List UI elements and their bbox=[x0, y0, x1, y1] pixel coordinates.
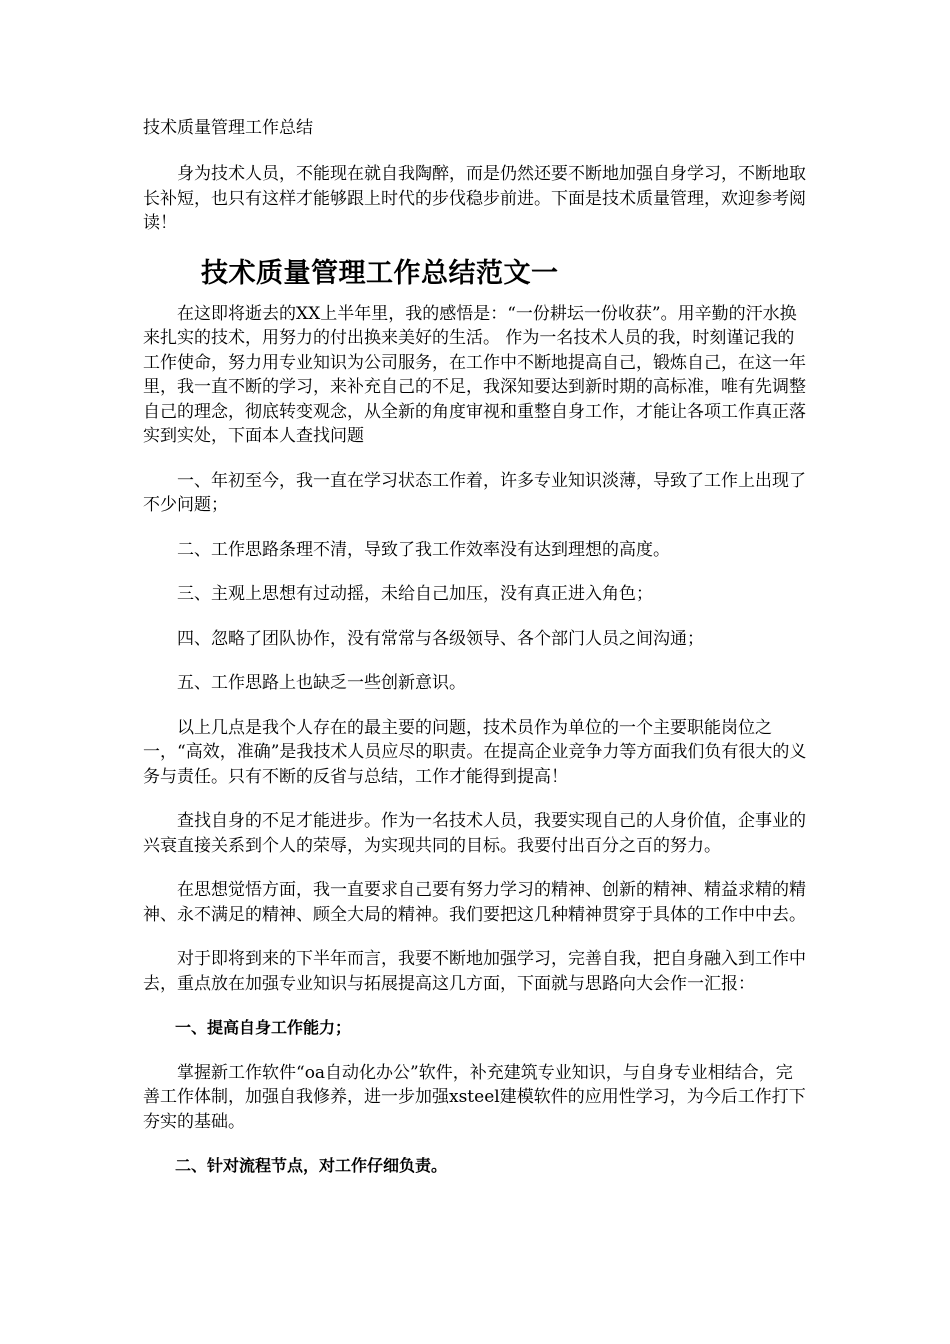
problem-item-1: 一、年初至今，我一直在学习状态工作着，许多专业知识淡薄，导致了工作上出现了不少问题； bbox=[143, 470, 806, 515]
problem-item-4: 四、忽略了团队协作，没有常常与各级领导、各个部门人员之间沟通； bbox=[177, 628, 704, 649]
paragraph-software: 掌握新工作软件“oa自动化办公”软件，补充建筑专业知识，与自身专业相结合，完善工作体制，加强自我修养，进一步加强xsteel建模软件的应用性学习，为今后工作打下夯实的基础。 bbox=[143, 1062, 806, 1132]
document-page bbox=[143, 116, 808, 1199]
subheading-2: 二、针对流程节点，对工作仔细负责。 bbox=[175, 1156, 448, 1175]
section-heading: 技术质量管理工作总结范文一 bbox=[201, 257, 559, 289]
subheading-1: 一、提高自身工作能力； bbox=[175, 1018, 352, 1037]
paragraph-plan: 对于即将到来的下半年而言，我要不断地加强学习，完善自我，把自身融入到工作中去，重点放在加强专业知识与拓展提高这几方面，下面就与思路向大会作一汇报： bbox=[143, 949, 806, 994]
problem-item-5: 五、工作思路上也缺乏一些创新意识。 bbox=[177, 673, 466, 693]
problem-item-3: 三、主观上思想有过动摇，未给自己加压，没有真正进入角色； bbox=[177, 584, 653, 604]
document-title: 技术质量管理工作总结 bbox=[143, 118, 313, 138]
paragraph-opening: 在这即将逝去的XX上半年里，我的感悟是：“一份耕坛一份收获”。用辛勤的汗水换来扎实的技术，用努力的付出换来美好的生活。 作为一名技术人员的我，时刻谨记我的工作使命，努力用专业知识为公司服务，在工作中不断地提高自己，锻炼自己，在这一年里，我一直不断的学习，来补充自己的不足，我深知要达到新时期的高标准，唯有先调整自己的理念，彻底转变观念，从全新的角度审视和重整自身工作，才能让各项工作真正落实到实处，下面本人查找问题 bbox=[143, 303, 806, 446]
paragraph-mindset: 在思想觉悟方面，我一直要求自己要有努力学习的精神、创新的精神、精益求精的精神、永不满足的精神、顾全大局的精神。我们要把这几种精神贯穿于具体的工作中中去。 bbox=[143, 880, 806, 925]
paragraph-self-improvement: 查找自身的不足才能进步。作为一名技术人员，我要实现自己的人身价值，企事业的兴衰直接关系到个人的荣辱，为实现共同的目标。我要付出百分之百的努力。 bbox=[143, 811, 806, 856]
paragraph-summary: 以上几点是我个人存在的最主要的问题，技术员作为单位的一个主要职能岗位之一，“高效，准确”是我技术人员应尽的职责。在提高企业竞争力等方面我们负有很大的义务与责任。只有不断的反省与总结，工作才能得到提高！ bbox=[143, 717, 807, 787]
intro-paragraph: 身为技术人员，不能现在就自我陶醉，而是仍然还要不断地加强自身学习，不断地取长补短，也只有这样才能够跟上时代的步伐稳步前进。下面是技术质量管理，欢迎参考阅读！ bbox=[143, 164, 806, 233]
problem-item-2: 二、工作思路条理不清，导致了我工作效率没有达到理想的高度。 bbox=[177, 539, 670, 560]
